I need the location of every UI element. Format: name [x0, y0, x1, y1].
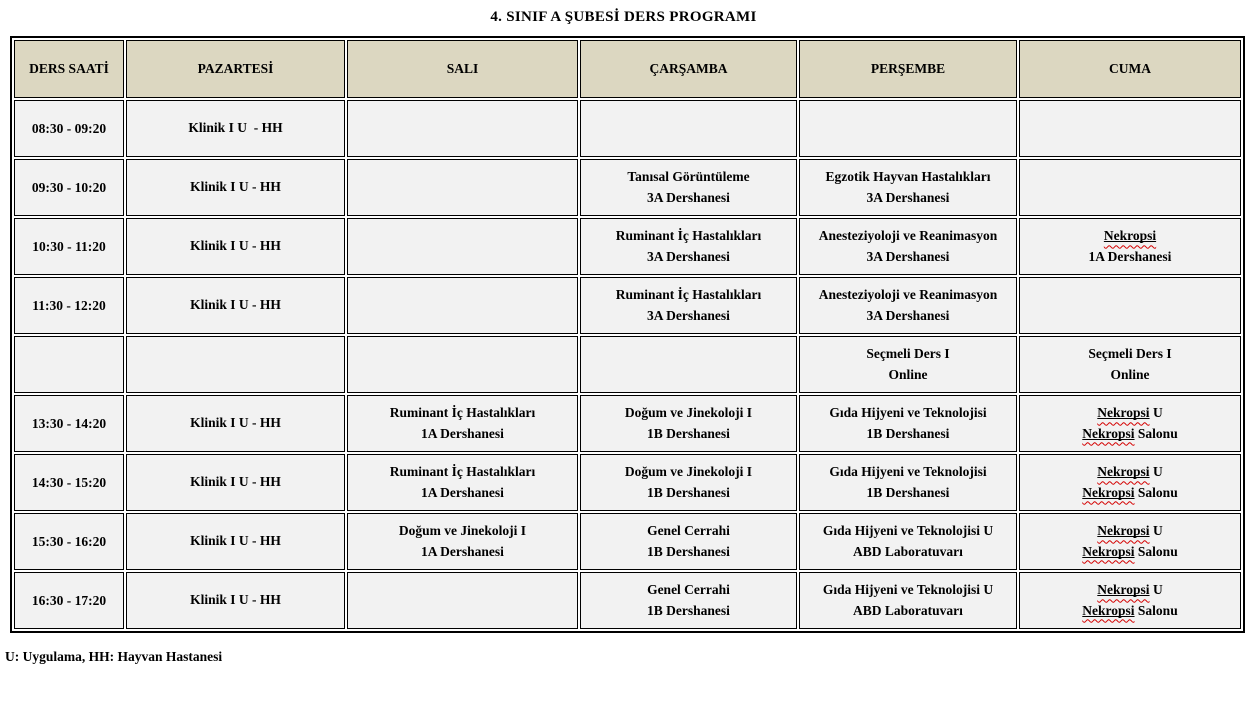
- lesson-line: Gıda Hijyeni ve Teknolojisi U: [822, 582, 994, 598]
- schedule-cell: [1019, 159, 1241, 216]
- schedule-cell: [1019, 513, 1241, 570]
- underlined-misspelled-word: Nekropsi: [1097, 464, 1150, 480]
- underlined-misspelled-word: Nekropsi: [1097, 405, 1150, 421]
- lesson-line: 3A Dershanesi: [647, 248, 730, 264]
- schedule-cell: [799, 277, 1017, 334]
- schedule-cell: [126, 513, 345, 570]
- lesson-line: Klinik I U - HH: [190, 179, 281, 195]
- schedule-cell: [580, 395, 797, 452]
- schedule-cell: [1019, 218, 1241, 275]
- time-cell: 14:30 - 15:20: [14, 454, 124, 511]
- lesson-line: Ruminant İç Hastalıkları: [389, 464, 536, 480]
- lesson-line: Gıda Hijyeni ve Teknolojisi: [829, 464, 987, 480]
- lesson-line: Genel Cerrahi: [647, 582, 730, 598]
- schedule-cell: [347, 513, 578, 570]
- table-row: [14, 395, 1241, 452]
- header-cell: ÇARŞAMBA: [580, 40, 797, 98]
- lesson-line: Klinik I U - HH: [188, 120, 283, 136]
- table-row: [14, 513, 1241, 570]
- lesson-line: 1B Dershanesi: [647, 602, 730, 618]
- schedule-cell: [126, 454, 345, 511]
- schedule-cell: [347, 100, 578, 157]
- lesson-line: Klinik I U - HH: [190, 474, 281, 490]
- lesson-line: Online: [888, 366, 928, 382]
- lesson-line: Doğum ve Jinekoloji I: [398, 523, 527, 539]
- underlined-misspelled-word: Nekropsi: [1082, 484, 1135, 500]
- schedule-cell: [799, 395, 1017, 452]
- schedule-cell: [799, 513, 1017, 570]
- schedule-cell: [580, 218, 797, 275]
- time-cell: 15:30 - 16:20: [14, 513, 124, 570]
- lesson-line: Seçmeli Ders I: [1088, 346, 1172, 362]
- lesson-line: Egzotik Hayvan Hastalıkları: [825, 169, 991, 185]
- header-cell: CUMA: [1019, 40, 1241, 98]
- time-cell: 13:30 - 14:20: [14, 395, 124, 452]
- lesson-line: ABD Laboratuvarı: [853, 543, 963, 559]
- lesson-line: Anesteziyoloji ve Reanimasyon: [818, 287, 998, 303]
- schedule-cell: [799, 100, 1017, 157]
- legend-note: U: Uygulama, HH: Hayvan Hastanesi: [5, 649, 223, 664]
- schedule-body: [14, 100, 1241, 629]
- schedule-cell: [347, 336, 578, 393]
- schedule-cell: [347, 218, 578, 275]
- schedule-cell: [1019, 395, 1241, 452]
- schedule-cell: [799, 454, 1017, 511]
- table-row: [14, 218, 1241, 275]
- table-row: [14, 336, 1241, 393]
- schedule-cell: [1019, 454, 1241, 511]
- header-row: [14, 40, 1241, 98]
- header-cell: PAZARTESİ: [126, 40, 345, 98]
- lesson-line: Gıda Hijyeni ve Teknolojisi: [829, 405, 987, 421]
- schedule-cell: [1019, 277, 1241, 334]
- lesson-line: Klinik I U - HH: [190, 297, 281, 313]
- lesson-line: Seçmeli Ders I: [866, 346, 950, 362]
- lesson-line: 1B Dershanesi: [866, 425, 950, 441]
- schedule-cell: [580, 336, 797, 393]
- schedule-cell: [1019, 572, 1241, 629]
- lesson-line: Tanısal Görüntüleme: [627, 169, 750, 185]
- lesson-line: 3A Dershanesi: [866, 307, 950, 323]
- lesson-line: Nekropsi Salonu: [1082, 484, 1178, 500]
- header-cell: SALI: [347, 40, 578, 98]
- table-row: [14, 100, 1241, 157]
- schedule-cell: [799, 159, 1017, 216]
- lesson-line: 3A Dershanesi: [647, 307, 730, 323]
- table-row: [14, 572, 1241, 629]
- time-cell: 09:30 - 10:20: [14, 159, 124, 216]
- lesson-line: Nekropsi Salonu: [1082, 602, 1178, 618]
- lesson-line: 1B Dershanesi: [647, 425, 730, 441]
- schedule-cell: [126, 218, 345, 275]
- header-cell: DERS SAATİ: [14, 40, 124, 98]
- underlined-misspelled-word: Nekropsi: [1103, 228, 1157, 244]
- lesson-line: Nekropsi U: [1097, 464, 1163, 480]
- time-cell: [14, 336, 124, 393]
- lesson-line: 1B Dershanesi: [866, 484, 950, 500]
- lesson-line: Klinik I U - HH: [190, 592, 281, 608]
- schedule-cell: [799, 218, 1017, 275]
- lesson-line: 1B Dershanesi: [647, 484, 730, 500]
- lesson-line: Ruminant İç Hastalıkları: [615, 228, 762, 244]
- schedule-cell: [580, 277, 797, 334]
- schedule-cell: [799, 572, 1017, 629]
- schedule-cell: [799, 336, 1017, 393]
- lesson-line: Nekropsi Salonu: [1082, 425, 1178, 441]
- schedule-cell: [347, 454, 578, 511]
- lesson-line: Klinik I U - HH: [190, 238, 281, 254]
- time-cell: 11:30 - 12:20: [14, 277, 124, 334]
- lesson-line: Anesteziyoloji ve Reanimasyon: [818, 228, 998, 244]
- lesson-line: 1A Dershanesi: [421, 484, 504, 500]
- page-title: 4. SINIF A ŞUBESİ DERS PROGRAMI: [490, 9, 757, 25]
- table-row: [14, 159, 1241, 216]
- lesson-line: Ruminant İç Hastalıkları: [389, 405, 536, 421]
- lesson-line: Ruminant İç Hastalıkları: [615, 287, 762, 303]
- schedule-cell: [347, 159, 578, 216]
- underlined-misspelled-word: Nekropsi: [1097, 523, 1150, 539]
- lesson-line: Genel Cerrahi: [647, 523, 730, 539]
- schedule-cell: [1019, 100, 1241, 157]
- time-cell: 08:30 - 09:20: [14, 100, 124, 157]
- lesson-line: 3A Dershanesi: [866, 189, 950, 205]
- lesson-line: Doğum ve Jinekoloji I: [624, 405, 753, 421]
- schedule-cell: [126, 336, 345, 393]
- schedule-table: [10, 36, 1245, 633]
- lesson-line: Doğum ve Jinekoloji I: [624, 464, 753, 480]
- time-cell: 10:30 - 11:20: [14, 218, 124, 275]
- table-row: [14, 277, 1241, 334]
- lesson-line: Nekropsi Salonu: [1082, 543, 1178, 559]
- lesson-line: Nekropsi U: [1097, 405, 1163, 421]
- lesson-line: Online: [1110, 366, 1150, 382]
- underlined-misspelled-word: Nekropsi: [1082, 425, 1135, 441]
- schedule-cell: [126, 572, 345, 629]
- lesson-line: Gıda Hijyeni ve Teknolojisi U: [822, 523, 994, 539]
- lesson-line: Nekropsi U: [1097, 582, 1163, 598]
- lesson-line: [1022, 226, 1238, 246]
- header-cell: PERŞEMBE: [799, 40, 1017, 98]
- time-cell: 16:30 - 17:20: [14, 572, 124, 629]
- schedule-cell: [347, 572, 578, 629]
- schedule-cell: [126, 100, 345, 157]
- underlined-misspelled-word: Nekropsi: [1097, 582, 1150, 598]
- schedule-cell: [580, 454, 797, 511]
- schedule-cell: [126, 277, 345, 334]
- lesson-line: 1A Dershanesi: [421, 543, 504, 559]
- lesson-line: Nekropsi U: [1097, 523, 1163, 539]
- schedule-cell: [1019, 336, 1241, 393]
- lesson-line: 3A Dershanesi: [647, 189, 730, 205]
- table-row: [14, 454, 1241, 511]
- schedule-cell: [580, 513, 797, 570]
- schedule-cell: [580, 100, 797, 157]
- schedule-cell: [580, 572, 797, 629]
- underlined-misspelled-word: Nekropsi: [1082, 602, 1135, 618]
- lesson-line: 3A Dershanesi: [866, 248, 950, 264]
- schedule-cell: [347, 277, 578, 334]
- schedule-cell: [126, 395, 345, 452]
- schedule-cell: [126, 159, 345, 216]
- lesson-line: 1A Dershanesi: [1088, 248, 1172, 264]
- lesson-line: Klinik I U - HH: [190, 415, 281, 431]
- lesson-line: 1B Dershanesi: [647, 543, 730, 559]
- lesson-line: ABD Laboratuvarı: [853, 602, 963, 618]
- lesson-line: Klinik I U - HH: [190, 533, 281, 549]
- schedule-cell: [580, 159, 797, 216]
- lesson-line: 1A Dershanesi: [421, 425, 504, 441]
- schedule-cell: [347, 395, 578, 452]
- underlined-misspelled-word: Nekropsi: [1082, 543, 1135, 559]
